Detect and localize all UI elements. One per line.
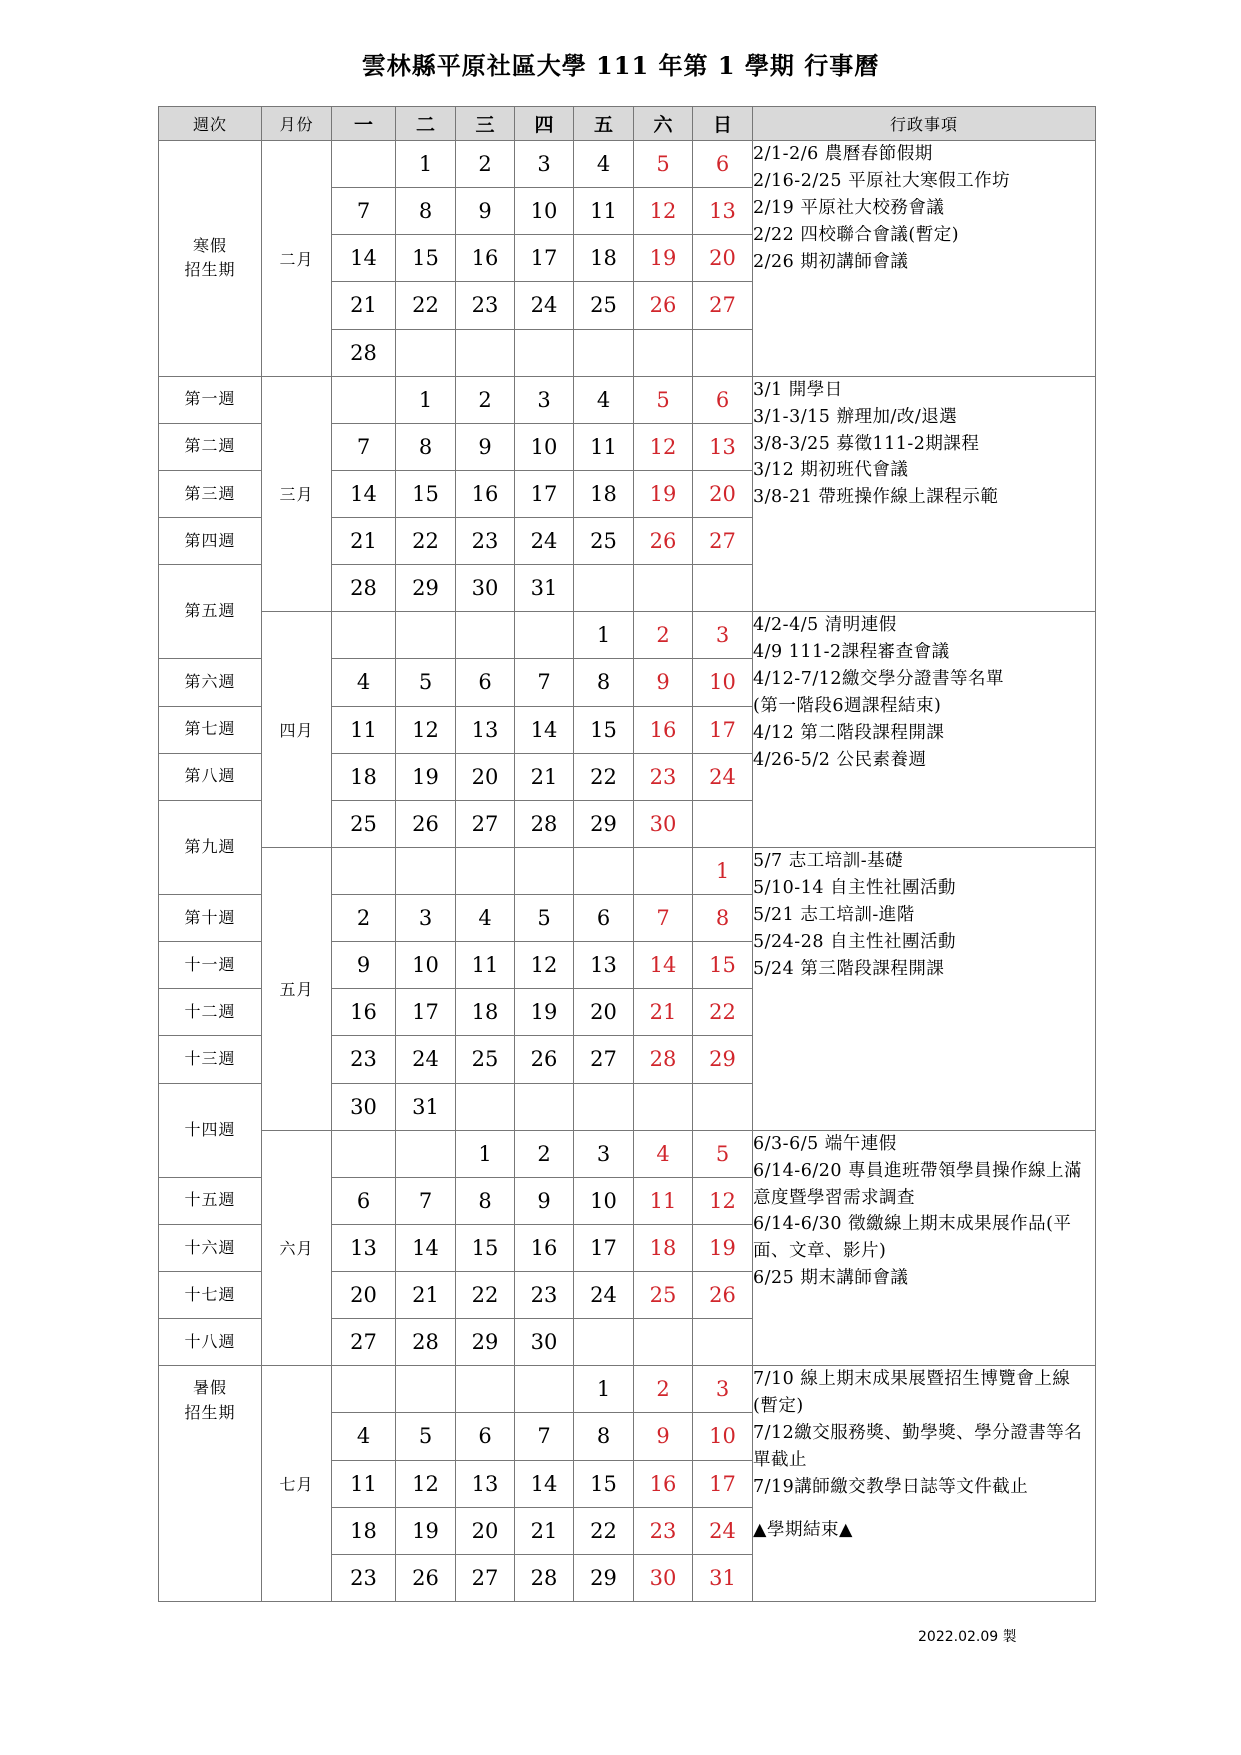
- day-cell: 2: [332, 895, 396, 942]
- day-cell: [634, 565, 693, 612]
- day-cell: [693, 565, 753, 612]
- day-cell: 20: [693, 235, 753, 282]
- header-sat: 六: [634, 107, 693, 141]
- day-cell: 24: [574, 1272, 634, 1319]
- day-cell: 15: [574, 1460, 634, 1507]
- day-cell: [332, 1366, 396, 1413]
- event-item: 2/22 四校聯合會議(暫定): [753, 224, 960, 245]
- day-cell: 4: [456, 895, 515, 942]
- day-cell: 16: [634, 1460, 693, 1507]
- day-cell: 22: [456, 1272, 515, 1319]
- day-cell: [456, 612, 515, 659]
- day-cell: 3: [396, 895, 456, 942]
- day-cell: 14: [515, 1460, 574, 1507]
- day-cell: [634, 1319, 693, 1366]
- day-cell: 31: [693, 1554, 753, 1601]
- event-item: 6/14-6/20 專員進班帶領學員操作線上滿意度暨學習需求調查: [753, 1160, 1083, 1208]
- day-cell: 30: [634, 800, 693, 847]
- day-cell: 29: [693, 1036, 753, 1083]
- day-cell: [332, 612, 396, 659]
- day-cell: [574, 1319, 634, 1366]
- day-cell: 22: [693, 989, 753, 1036]
- day-cell: 8: [574, 1413, 634, 1460]
- day-cell: 28: [515, 1554, 574, 1601]
- day-cell: 26: [634, 282, 693, 329]
- day-cell: 13: [456, 706, 515, 753]
- day-cell: 9: [634, 659, 693, 706]
- event-item: 7/12繳交服務獎、勤學獎、學分證書等名單截止: [753, 1423, 1083, 1471]
- header-mon: 一: [332, 107, 396, 141]
- day-cell: 2: [456, 376, 515, 423]
- day-cell: 6: [456, 659, 515, 706]
- day-cell: 25: [574, 518, 634, 565]
- day-cell: 18: [456, 989, 515, 1036]
- header-tue: 二: [396, 107, 456, 141]
- header-row: [159, 107, 1096, 141]
- day-cell: 13: [693, 423, 753, 470]
- event-item: 7/10 線上期末成果展暨招生博覽會上線(暫定): [753, 1369, 1071, 1417]
- day-cell: 27: [456, 800, 515, 847]
- month-label: 二月: [262, 141, 332, 377]
- day-cell: 30: [456, 565, 515, 612]
- calendar-body: [159, 141, 1096, 1602]
- day-cell: 28: [332, 565, 396, 612]
- day-cell: 8: [574, 659, 634, 706]
- day-cell: 2: [634, 1366, 693, 1413]
- day-cell: 11: [332, 1460, 396, 1507]
- day-cell: 29: [396, 565, 456, 612]
- day-cell: 11: [574, 423, 634, 470]
- week-label: 第三週: [159, 470, 262, 517]
- header-wed: 三: [456, 107, 515, 141]
- events-cell: [753, 376, 1096, 612]
- day-cell: 23: [456, 518, 515, 565]
- day-cell: 6: [693, 141, 753, 188]
- day-cell: 21: [332, 518, 396, 565]
- day-cell: 8: [396, 188, 456, 235]
- event-item: 5/10-14 自主性社團活動: [753, 877, 957, 898]
- day-cell: 18: [634, 1224, 693, 1271]
- day-cell: 14: [396, 1224, 456, 1271]
- day-cell: [456, 1366, 515, 1413]
- event-item: 3/1-3/15 辦理加/改/退選: [753, 406, 958, 427]
- day-cell: 10: [396, 942, 456, 989]
- header-events: 行政事項: [753, 107, 1096, 141]
- day-cell: [332, 141, 396, 188]
- day-cell: 16: [634, 706, 693, 753]
- day-cell: 5: [634, 141, 693, 188]
- day-cell: 15: [693, 942, 753, 989]
- day-cell: 1: [396, 376, 456, 423]
- day-cell: 17: [515, 235, 574, 282]
- day-cell: 23: [634, 753, 693, 800]
- week-label: 寒假 招生期: [159, 141, 262, 377]
- day-cell: 27: [693, 282, 753, 329]
- day-cell: 24: [515, 518, 574, 565]
- day-cell: 23: [456, 282, 515, 329]
- day-cell: 10: [574, 1177, 634, 1224]
- day-cell: 9: [515, 1177, 574, 1224]
- day-cell: [574, 565, 634, 612]
- day-cell: 5: [693, 1130, 753, 1177]
- day-cell: 22: [396, 518, 456, 565]
- week-label: 第四週: [159, 518, 262, 565]
- day-cell: 30: [332, 1083, 396, 1130]
- day-cell: 31: [396, 1083, 456, 1130]
- day-cell: 12: [634, 188, 693, 235]
- day-cell: [634, 1083, 693, 1130]
- day-cell: [332, 376, 396, 423]
- day-cell: 16: [456, 470, 515, 517]
- calendar-row: [159, 612, 1096, 659]
- day-cell: 1: [693, 847, 753, 894]
- day-cell: 11: [574, 188, 634, 235]
- event-item: 6/25 期末講師會議: [753, 1268, 909, 1289]
- day-cell: 10: [515, 423, 574, 470]
- day-cell: 20: [456, 1507, 515, 1554]
- calendar-row: [159, 141, 1096, 188]
- day-cell: [396, 847, 456, 894]
- day-cell: 24: [693, 753, 753, 800]
- day-cell: [396, 329, 456, 376]
- day-cell: [396, 1366, 456, 1413]
- day-cell: 8: [396, 423, 456, 470]
- calendar-row: [159, 1130, 1096, 1177]
- events-cell: [753, 612, 1096, 848]
- day-cell: [634, 329, 693, 376]
- day-cell: 23: [515, 1272, 574, 1319]
- day-cell: [693, 800, 753, 847]
- month-label: 四月: [262, 612, 332, 848]
- header-sun: 日: [693, 107, 753, 141]
- day-cell: [515, 1366, 574, 1413]
- event-item: 3/1 開學日: [753, 379, 843, 400]
- events-cell: [753, 141, 1096, 377]
- week-label: 十五週: [159, 1177, 262, 1224]
- day-cell: 4: [574, 376, 634, 423]
- day-cell: 14: [634, 942, 693, 989]
- day-cell: 7: [515, 1413, 574, 1460]
- day-cell: [332, 1130, 396, 1177]
- day-cell: 12: [693, 1177, 753, 1224]
- day-cell: 24: [396, 1036, 456, 1083]
- day-cell: 19: [634, 470, 693, 517]
- day-cell: 17: [574, 1224, 634, 1271]
- day-cell: 12: [396, 706, 456, 753]
- week-label: 第五週: [159, 565, 262, 659]
- day-cell: 1: [396, 141, 456, 188]
- events-cell: [753, 847, 1096, 1130]
- day-cell: 14: [332, 470, 396, 517]
- day-cell: [515, 329, 574, 376]
- month-label: 六月: [262, 1130, 332, 1366]
- page-title: 雲林縣平原社區大學 111 年第 1 學期 行事曆: [361, 51, 880, 80]
- day-cell: 12: [396, 1460, 456, 1507]
- day-cell: 13: [574, 942, 634, 989]
- day-cell: 23: [332, 1036, 396, 1083]
- day-cell: [396, 612, 456, 659]
- day-cell: 25: [332, 800, 396, 847]
- day-cell: 9: [456, 423, 515, 470]
- day-cell: 21: [396, 1272, 456, 1319]
- day-cell: 2: [456, 141, 515, 188]
- week-label: 第二週: [159, 423, 262, 470]
- day-cell: 19: [634, 235, 693, 282]
- events-cell: [753, 1130, 1096, 1366]
- day-cell: [396, 1130, 456, 1177]
- day-cell: 28: [332, 329, 396, 376]
- week-label: 第一週: [159, 376, 262, 423]
- week-label: 十三週: [159, 1036, 262, 1083]
- day-cell: 22: [396, 282, 456, 329]
- day-cell: 23: [332, 1554, 396, 1601]
- day-cell: 4: [574, 141, 634, 188]
- event-item: 6/3-6/5 端午連假: [753, 1133, 897, 1154]
- day-cell: 11: [332, 706, 396, 753]
- day-cell: 14: [515, 706, 574, 753]
- week-label: 十二週: [159, 989, 262, 1036]
- day-cell: 19: [693, 1224, 753, 1271]
- week-label: 十四週: [159, 1083, 262, 1177]
- day-cell: 26: [515, 1036, 574, 1083]
- day-cell: 10: [515, 188, 574, 235]
- day-cell: [574, 847, 634, 894]
- day-cell: 25: [574, 282, 634, 329]
- day-cell: [456, 1083, 515, 1130]
- day-cell: 20: [332, 1272, 396, 1319]
- day-cell: 2: [634, 612, 693, 659]
- event-item: 2/1-2/6 農曆春節假期: [753, 144, 933, 164]
- day-cell: 15: [396, 235, 456, 282]
- event-item: (第一階段6週課程結束): [753, 696, 942, 717]
- day-cell: 27: [332, 1319, 396, 1366]
- day-cell: 17: [515, 470, 574, 517]
- day-cell: 9: [332, 942, 396, 989]
- calendar-table: [158, 106, 1096, 1602]
- day-cell: 28: [396, 1319, 456, 1366]
- event-item: 2/19 平原社大校務會議: [753, 197, 945, 218]
- event-item: 5/7 志工培訓-基礎: [753, 850, 904, 871]
- day-cell: 19: [396, 1507, 456, 1554]
- day-cell: [456, 329, 515, 376]
- day-cell: 20: [693, 470, 753, 517]
- day-cell: 25: [634, 1272, 693, 1319]
- day-cell: [515, 612, 574, 659]
- day-cell: 29: [574, 1554, 634, 1601]
- day-cell: 4: [634, 1130, 693, 1177]
- day-cell: 28: [515, 800, 574, 847]
- day-cell: [332, 847, 396, 894]
- day-cell: 12: [634, 423, 693, 470]
- month-label: 三月: [262, 376, 332, 612]
- footer-note: 2022.02.09 製: [918, 1629, 1017, 1645]
- week-label: 第六週: [159, 659, 262, 706]
- month-label: 七月: [262, 1366, 332, 1602]
- day-cell: 3: [515, 376, 574, 423]
- day-cell: 6: [332, 1177, 396, 1224]
- event-item: 5/24 第三階段課程開課: [753, 958, 945, 979]
- day-cell: 21: [515, 1507, 574, 1554]
- month-label: 五月: [262, 847, 332, 1130]
- day-cell: [693, 329, 753, 376]
- week-label: 第八週: [159, 753, 262, 800]
- event-item: 5/21 志工培訓-進階: [753, 904, 915, 925]
- day-cell: 22: [574, 753, 634, 800]
- day-cell: 3: [693, 1366, 753, 1413]
- day-cell: 1: [574, 1366, 634, 1413]
- day-cell: 3: [693, 612, 753, 659]
- day-cell: 7: [634, 895, 693, 942]
- day-cell: 11: [634, 1177, 693, 1224]
- day-cell: 22: [574, 1507, 634, 1554]
- day-cell: 28: [634, 1036, 693, 1083]
- day-cell: 15: [574, 706, 634, 753]
- week-label: 第七週: [159, 706, 262, 753]
- day-cell: 29: [574, 800, 634, 847]
- day-cell: [515, 847, 574, 894]
- day-cell: [693, 1083, 753, 1130]
- day-cell: 1: [574, 612, 634, 659]
- day-cell: 17: [693, 1460, 753, 1507]
- day-cell: 18: [574, 470, 634, 517]
- day-cell: 21: [515, 753, 574, 800]
- event-item: 4/26-5/2 公民素養週: [753, 749, 927, 770]
- calendar-row: [159, 847, 1096, 894]
- semester-end-note: ▲學期結束▲: [753, 1519, 853, 1540]
- calendar-row: [159, 376, 1096, 423]
- day-cell: 19: [396, 753, 456, 800]
- day-cell: 10: [693, 1413, 753, 1460]
- day-cell: 30: [634, 1554, 693, 1601]
- day-cell: 24: [693, 1507, 753, 1554]
- event-item: 4/2-4/5 清明連假: [753, 615, 897, 636]
- calendar-row: [159, 1366, 1096, 1413]
- event-item: 5/24-28 自主性社團活動: [753, 931, 957, 952]
- day-cell: 6: [456, 1413, 515, 1460]
- day-cell: 7: [332, 423, 396, 470]
- day-cell: 4: [332, 659, 396, 706]
- day-cell: 6: [574, 895, 634, 942]
- day-cell: 26: [396, 800, 456, 847]
- day-cell: 26: [693, 1272, 753, 1319]
- day-cell: 29: [456, 1319, 515, 1366]
- day-cell: 4: [332, 1413, 396, 1460]
- day-cell: 21: [332, 282, 396, 329]
- week-label: 十七週: [159, 1272, 262, 1319]
- day-cell: [574, 329, 634, 376]
- day-cell: 9: [634, 1413, 693, 1460]
- day-cell: [693, 1319, 753, 1366]
- day-cell: 17: [693, 706, 753, 753]
- day-cell: 7: [332, 188, 396, 235]
- day-cell: 14: [332, 235, 396, 282]
- day-cell: 8: [456, 1177, 515, 1224]
- event-item: 6/14-6/30 徵繳線上期末成果展作品(平面、文章、影片): [753, 1214, 1072, 1262]
- day-cell: 13: [693, 188, 753, 235]
- day-cell: [515, 1083, 574, 1130]
- day-cell: 27: [693, 518, 753, 565]
- event-item: 7/19講師繳交教學日誌等文件截止: [753, 1477, 1029, 1497]
- day-cell: 21: [634, 989, 693, 1036]
- day-cell: 7: [515, 659, 574, 706]
- header-thu: 四: [515, 107, 574, 141]
- day-cell: 20: [456, 753, 515, 800]
- week-label: 十八週: [159, 1319, 262, 1366]
- day-cell: 30: [515, 1319, 574, 1366]
- day-cell: 5: [396, 659, 456, 706]
- day-cell: 2: [515, 1130, 574, 1177]
- day-cell: 20: [574, 989, 634, 1036]
- day-cell: 13: [456, 1460, 515, 1507]
- day-cell: [634, 847, 693, 894]
- week-label: 暑假 招生期: [159, 1366, 262, 1602]
- event-item: 3/8-3/25 募徵111-2期課程: [753, 433, 980, 454]
- day-cell: 26: [396, 1554, 456, 1601]
- header-month: 月份: [262, 107, 332, 141]
- day-cell: 9: [456, 188, 515, 235]
- day-cell: 8: [693, 895, 753, 942]
- day-cell: 17: [396, 989, 456, 1036]
- day-cell: 5: [634, 376, 693, 423]
- day-cell: 15: [456, 1224, 515, 1271]
- day-cell: 18: [332, 753, 396, 800]
- day-cell: [574, 1083, 634, 1130]
- day-cell: 7: [396, 1177, 456, 1224]
- day-cell: 1: [456, 1130, 515, 1177]
- week-label: 十一週: [159, 942, 262, 989]
- event-item: 2/26 期初講師會議: [753, 251, 909, 272]
- day-cell: 16: [515, 1224, 574, 1271]
- day-cell: 6: [693, 376, 753, 423]
- day-cell: 12: [515, 942, 574, 989]
- day-cell: 5: [396, 1413, 456, 1460]
- day-cell: 19: [515, 989, 574, 1036]
- event-item: 3/12 期初班代會議: [753, 460, 909, 481]
- week-label: 第十週: [159, 895, 262, 942]
- day-cell: 24: [515, 282, 574, 329]
- day-cell: 18: [574, 235, 634, 282]
- day-cell: 16: [456, 235, 515, 282]
- day-cell: 3: [515, 141, 574, 188]
- event-item: 3/8-21 帶班操作線上課程示範: [753, 487, 999, 508]
- day-cell: 10: [693, 659, 753, 706]
- day-cell: [456, 847, 515, 894]
- day-cell: 3: [574, 1130, 634, 1177]
- day-cell: 13: [332, 1224, 396, 1271]
- day-cell: 27: [456, 1554, 515, 1601]
- day-cell: 26: [634, 518, 693, 565]
- day-cell: 11: [456, 942, 515, 989]
- day-cell: 31: [515, 565, 574, 612]
- week-label: 第九週: [159, 800, 262, 894]
- event-item: 4/12-7/12繳交學分證書等名單: [753, 669, 1005, 690]
- day-cell: 27: [574, 1036, 634, 1083]
- day-cell: 5: [515, 895, 574, 942]
- day-cell: 16: [332, 989, 396, 1036]
- header-week: 週次: [159, 107, 262, 141]
- day-cell: 18: [332, 1507, 396, 1554]
- event-item: 4/12 第二階段課程開課: [753, 723, 945, 743]
- event-item: 4/9 111-2課程審查會議: [753, 642, 950, 663]
- event-item: 2/16-2/25 平原社大寒假工作坊: [753, 170, 1011, 191]
- week-label: 十六週: [159, 1224, 262, 1271]
- header-fri: 五: [574, 107, 634, 141]
- day-cell: 25: [456, 1036, 515, 1083]
- events-cell: [753, 1366, 1096, 1602]
- day-cell: 15: [396, 470, 456, 517]
- day-cell: 23: [634, 1507, 693, 1554]
